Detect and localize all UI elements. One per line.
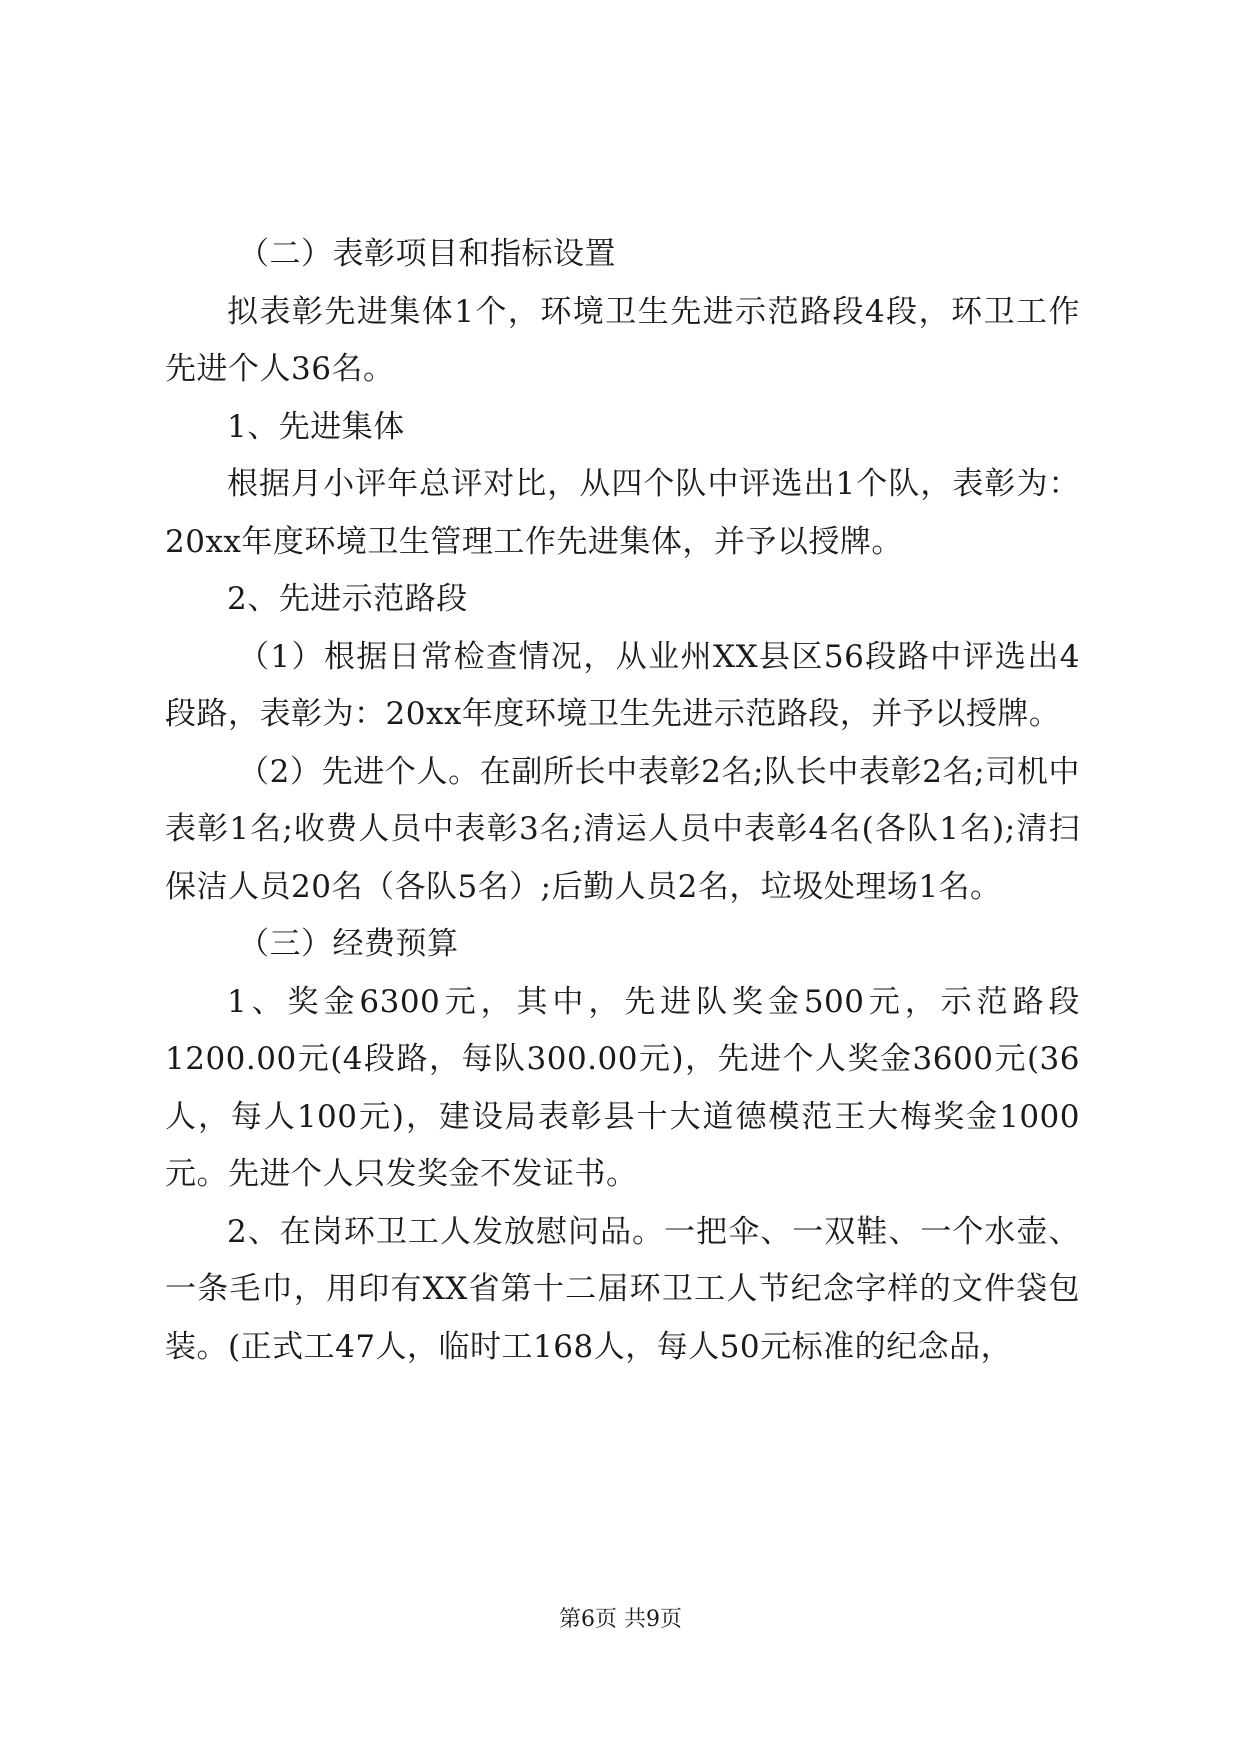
document-body: [165, 226, 1080, 1376]
section-heading-awards: （二）表彰项目和指标设置: [238, 236, 616, 272]
paragraph-model-road: （1）根据日常检查情况，从业州XX县区56段路中评选出4段路，表彰为：20xx年度环境卫生先进示范路段，并予以授牌。: [165, 638, 1080, 732]
subheading-advanced-collective: 1、先进集体: [227, 408, 405, 445]
paragraph-bonus: 1、奖金6300元，其中，先进队奖金500元，示范路段1200.00元(4段路，每队300.00元)，先进个人奖金3600元(36人，每人100元)，建设局表彰县十大道德模范王大梅奖金1000元。先进个人只发奖金不发证书。: [165, 983, 1080, 1192]
paragraph-advanced-individuals: （2）先进个人。在副所长中表彰2名;队长中表彰2名;司机中表彰1名;收费人员中表彰3名;清运人员中表彰4名(各队1名);清扫保洁人员20名（各队5名）;后勤人员2名，垃圾处理场1名。: [165, 753, 1080, 905]
subheading-model-road: 2、先进示范路段: [227, 581, 468, 617]
section-heading-budget: （三）经费预算: [238, 926, 459, 962]
paragraph-advanced-collective: 根据月小评年总评对比，从四个队中评选出1个队，表彰为：20xx年度环境卫生管理工作先进集体，并予以授牌。: [165, 466, 1080, 560]
paragraph-award-summary: 拟表彰先进集体1个，环境卫生先进示范路段4段，环卫工作先进个人36名。: [165, 293, 1080, 387]
page-number-footer: 第6页 共9页: [559, 1607, 682, 1632]
paragraph-gifts: 2、在岗环卫工人发放慰问品。一把伞、一双鞋、一个水壶、一条毛巾，用印有XX省第十二届环卫工人节纪念字样的文件袋包装。(正式工47人，临时工168人，每人50元标准的纪念品，: [165, 1213, 1080, 1365]
